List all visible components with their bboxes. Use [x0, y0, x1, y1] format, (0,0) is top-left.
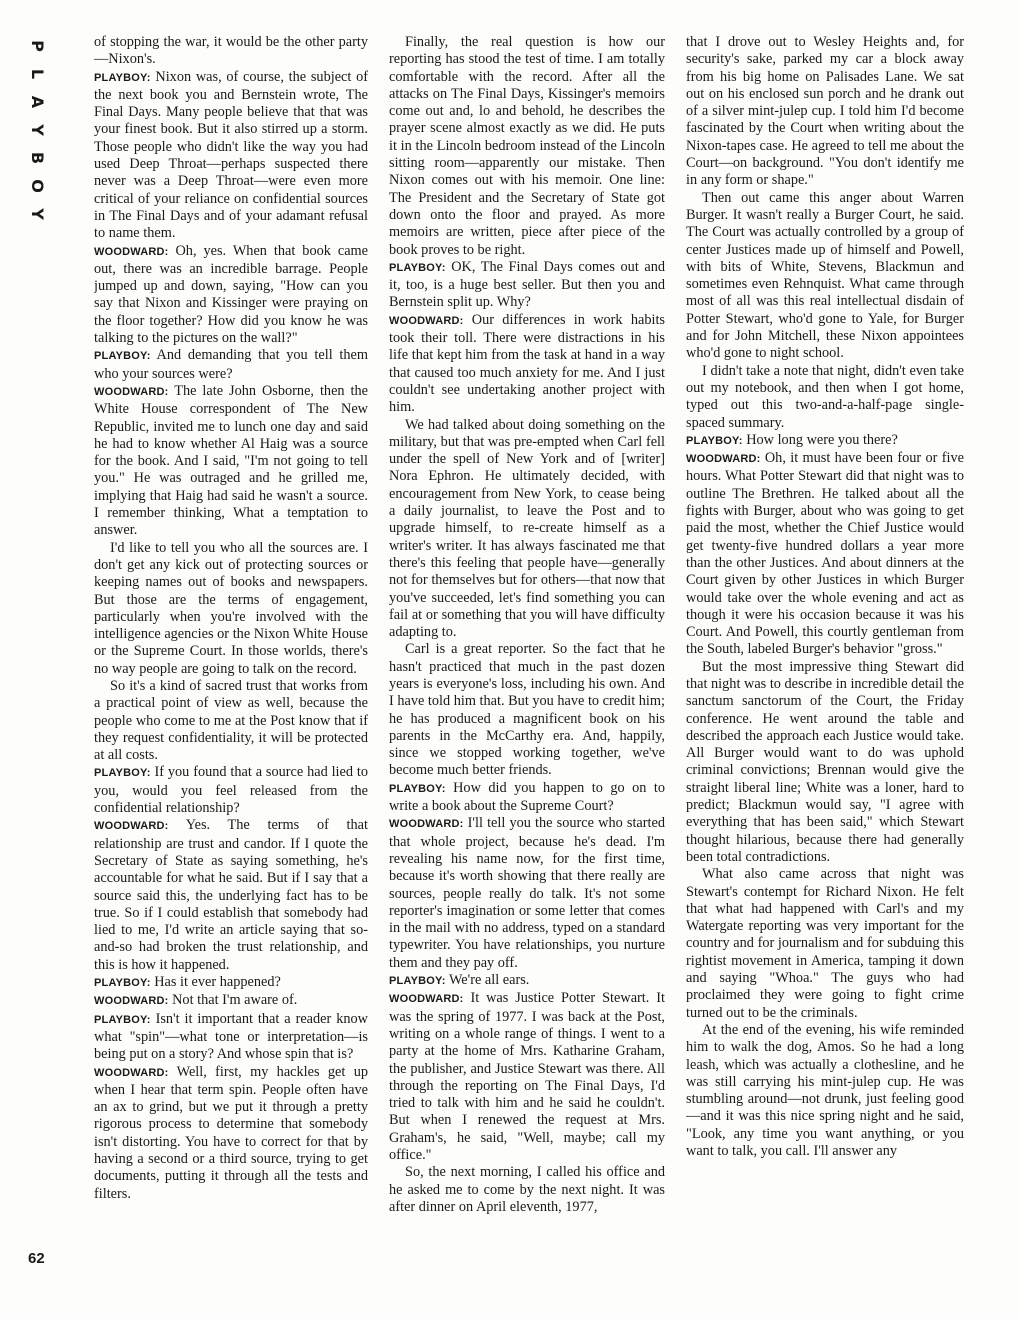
- speaker-label: WOODWARD:: [389, 818, 464, 831]
- paragraph-text: So it's a kind of sacred trust that works from a practical point of view as well, because the people who come to me at the Post know that if they request confidentiality, it will be protected at all costs.: [94, 677, 368, 764]
- interview-paragraph: [389, 259, 665, 312]
- interview-paragraph: [94, 817, 368, 974]
- interview-paragraph: [389, 312, 665, 417]
- speaker-label: PLAYBOY:: [94, 1013, 151, 1026]
- interview-paragraph: [94, 1064, 368, 1203]
- interview-paragraph: [686, 432, 964, 450]
- speaker-label: PLAYBOY:: [94, 71, 151, 84]
- paragraph-text: Then out came this anger about Warren Burger. It wasn't really a Burger Court, he said. The Court was actually controlled by a group of center Justices made up of himself and Powell, with bits of White, Stevens, Blackmun and sometimes even Rehnquist. What came through most of all was this real intellectual disdain of Potter Stewart, who'd gone to Yale, for Burger and for John Mitchell, these Nixon appointees who'd gone to night school.: [686, 189, 964, 362]
- logo-letter: O: [27, 179, 47, 193]
- text-column-1: [94, 34, 368, 1280]
- paragraph-text: How did you happen to go on to write a book about the Supreme Court?: [389, 779, 665, 815]
- paragraph-text: Finally, the real question is how our reporting has stood the test of time. I am totally comfortable with the record. After all the attacks on The Final Days, Kissinger's memoirs come out and, lo and behold, he describes the prayer scene almost exactly as we did. He puts it in the Lincoln bedroom instead of the Lincoln sitting room—apparently our mistake. Then Nixon comes out with his memoir. One line: The President and the Secretary of State got down onto the floor and prayed. As more memoirs are written, piece after piece of the book proves to be right.: [389, 34, 665, 258]
- paragraph-text: We had talked about doing something on the military, but that was pre-empted when Carl fell under the spell of New York and of [writer] Nora Ephron. He ultimately decided, with encouragement from New York, to cease being a daily journalist, to leave the Post and to upgrade himself, to re-create himself as a writer's writer. It has always fascinated me that there's this feeling that people have—generally not for themselves but for others—that now that you've succeeded, let's find something you can fail at or something that you will have difficulty adapting to.: [389, 416, 665, 641]
- paragraph-text: Isn't it important that a reader know what "spin"—what tone or interpretation—is being put on a story? And whose spin that is?: [94, 1010, 368, 1063]
- interview-paragraph: [94, 383, 368, 540]
- interview-paragraph: [686, 659, 964, 867]
- speaker-label: WOODWARD:: [94, 1066, 169, 1079]
- speaker-label: WOODWARD:: [686, 453, 761, 466]
- text-column-2: [389, 34, 665, 1280]
- paragraph-text: I'd like to tell you who all the sources are. I don't get any kick out of protecting sources or keeping names out of books and newspapers. But those are the terms of engagement, particularly when you're involved with the intelligence agencies or the Nixon White House or the Supreme Court. In those worlds, there's no way people are going to talk on the record.: [94, 539, 368, 677]
- speaker-label: WOODWARD:: [389, 314, 464, 327]
- paragraph-text: Oh, yes. When that book came out, there was an incredible barrage. People jumped up and down, saying, "How can you say that Nixon and Kissinger were praying on the floor together? How did you know he was talking to the pictures on the wall?": [94, 242, 368, 347]
- interview-paragraph: [686, 866, 964, 1022]
- interview-paragraph: [686, 450, 964, 659]
- paragraph-text: Has it ever happened?: [154, 974, 281, 991]
- speaker-label: WOODWARD:: [94, 245, 169, 258]
- magazine-logo-vertical: [24, 34, 50, 226]
- paragraph-text: I didn't take a note that night, didn't even take out my notebook, and then when I got home, typed out this two-and-a-half-page single-spaced summary.: [686, 362, 964, 431]
- page-number: 62: [28, 1250, 45, 1267]
- interview-paragraph: [94, 1011, 368, 1064]
- paragraph-text: Nixon was, of course, the subject of the next book you and Bernstein wrote, The Final Days. Many people believe that that was your finest book. But it also stirred up a storm. Those people who didn't like the way you had used Deep Throat—perhaps suspected there never was a Deep Throat—were even more critical of your reliance on confidential sources in The Final Days and of your adamant refusal to name them.: [94, 68, 368, 242]
- interview-paragraph: [389, 34, 665, 259]
- paragraph-text: Yes. The terms of that relationship are trust and candor. If I quote the Secretary of State as saying something, he's accountable for what he said. But if I say that a source said this, the underlying fact has to be true. So if I could establish that somebody had lied to me, I'd write an article saying that so-and-so had broken the trust relationship, and this is how it happened.: [94, 817, 368, 973]
- paragraph-text: It was Justice Potter Stewart. It was the spring of 1977. I was back at the Post, writing on a whole range of things. I went to a party at the home of Mrs. Katharine Graham, the publisher, and Justice Stewart was there. All through the reporting on The Final Days, I'd tried to talk with him and he said he couldn't. But when I renewed the request at Mrs. Graham's, he said, "Well, maybe; call my office.": [389, 990, 665, 1163]
- paragraph-text: Well, first, my hackles get up when I hear that term spin. People often have an ax to grind, but we put it through a pretty rigorous process to determine that somebody isn't distorting. You have to correct for that by having a second or a third source, trying to get documents, putting it through all the tests and filters.: [94, 1063, 368, 1202]
- logo-letter: P: [27, 40, 47, 52]
- interview-paragraph: [94, 764, 368, 817]
- speaker-label: WOODWARD:: [94, 385, 169, 398]
- interview-paragraph: [94, 974, 368, 992]
- text-column-3: [686, 34, 964, 1280]
- speaker-label: WOODWARD:: [94, 820, 169, 833]
- interview-paragraph: [94, 34, 368, 69]
- paragraph-text: And demanding that you tell them who your sources were?: [94, 347, 368, 382]
- interview-paragraph: [94, 992, 368, 1010]
- paragraph-text: Our differences in work habits took their toll. There were distractions in his life that kept him from the task at hand in a way that caused too much anxiety for me. And I just couldn't see undertaking another project with him.: [389, 311, 665, 416]
- paragraph-text: How long were you there?: [746, 431, 898, 448]
- interview-paragraph: [389, 780, 665, 816]
- logo-letter: A: [27, 95, 47, 109]
- paragraph-text: OK, The Final Days comes out and it, too, is a huge best seller. But then you and Bernstein split up. Why?: [389, 258, 665, 311]
- paragraph-text: If you found that a source had lied to you, would you feel released from the confidential relationship?: [94, 764, 368, 817]
- paragraph-text: But the most impressive thing Stewart did that night was to describe in incredible detail the sanctum sanctorum of the Court, the Friday conference. He went around the table and described the approach each Justice would take. All Burger would want to do was uphold criminal convictions; Brennan would give the straight liberal line; White was a loner, hard to predict; Blackmun would say, "I agree with everything that has been said," which Stewart thought hilarious, because there had generally been total contradictions.: [686, 658, 964, 865]
- paragraph-text: At the end of the evening, his wife reminded him to walk the dog, Amos. So he had a long leash, which was actually a clothesline, and he was still carrying his mint-julep cup. He was stumbling around—not drunk, just feeling good—and it was this nice spring night and he said, "Look, any time you want anything, or you want to talk, you call. I'll answer any: [686, 1021, 964, 1159]
- speaker-label: PLAYBOY:: [389, 261, 446, 274]
- speaker-label: PLAYBOY:: [94, 767, 151, 780]
- paragraph-text: The late John Osborne, then the White House correspondent of The New Republic, invited me to lunch one day and said he had to know whether Al Haig was a source for the book. And I said, "I'm not going to tell you." He was outraged and he grilled me, implying that Haig had said he wasn't a source. I remember thinking, What a temptation to answer.: [94, 382, 368, 539]
- interview-paragraph: [94, 243, 368, 348]
- interview-paragraph: [389, 641, 665, 779]
- interview-paragraph: [389, 972, 665, 990]
- interview-paragraph: [94, 678, 368, 764]
- interview-paragraph: [389, 1164, 665, 1216]
- interview-paragraph: [686, 190, 964, 363]
- logo-letter: Y: [28, 124, 47, 136]
- paragraph-text: I'll tell you the source who started that whole project, because he's dead. I'm revealing his name now, for the first time, because it's worth showing that there really are sources, people really do talk. It's not some reporter's imagination or some letter that comes in the mail with no address, typed on a standard typewriter. You have relationships, you nurture them and they pay off.: [389, 815, 665, 971]
- interview-paragraph: [94, 540, 368, 678]
- paragraph-text: Carl is a great reporter. So the fact that he hasn't practiced that much in the past dozen years is everyone's loss, including his own. And I have told him that. But you have to credit him; he has produced a magnificent book on his parents in the McCarthy era. And, happily, since we stopped working together, we've become much better friends.: [389, 641, 665, 779]
- logo-letter: B: [27, 151, 47, 165]
- speaker-label: PLAYBOY:: [389, 975, 446, 988]
- speaker-label: PLAYBOY:: [94, 350, 151, 363]
- logo-letter: L: [27, 68, 47, 80]
- speaker-label: WOODWARD:: [94, 995, 169, 1008]
- speaker-label: WOODWARD:: [389, 993, 464, 1006]
- interview-paragraph: [389, 417, 665, 642]
- speaker-label: PLAYBOY:: [94, 977, 151, 990]
- logo-letter: Y: [28, 208, 47, 220]
- speaker-label: PLAYBOY:: [686, 434, 743, 447]
- paragraph-text: of stopping the war, it would be the other party—Nixon's.: [94, 34, 368, 68]
- interview-paragraph: [686, 1022, 964, 1160]
- speaker-label: PLAYBOY:: [389, 782, 446, 795]
- interview-paragraph: [686, 363, 964, 432]
- paragraph-text: that I drove out to Wesley Heights and, for security's sake, parked my car a block away from his big home on Palisades Lane. We sat out on his enclosed sun porch and he drank out of a silver mint-julep cup. I told him I'd become fascinated by the Court when writing about the Nixon-tapes case. He agreed to tell me about the Court—on background. "You don't identify me in any form or shape.": [686, 34, 964, 189]
- interview-paragraph: [686, 34, 964, 190]
- interview-paragraph: [94, 69, 368, 243]
- interview-paragraph: [94, 347, 368, 383]
- paragraph-text: What also came across that night was Stewart's contempt for Richard Nixon. He felt that what had happened with Carl's and my Watergate reporting was very important for the country and for journalism and for subduing this rightist movement in America, tamping it down and saying "Whoa." The guys who had proclaimed they were going to fight crime turned out to be the criminals.: [686, 866, 964, 1021]
- paragraph-text: So, the next morning, I called his office and he asked me to come by the next night. It was after dinner on April eleventh, 1977,: [389, 1164, 665, 1215]
- interview-paragraph: [389, 815, 665, 972]
- paragraph-text: Not that I'm aware of.: [172, 992, 298, 1009]
- paragraph-text: Oh, it must have been four or five hours. What Potter Stewart did that night was to outline The Brethren. He talked about all the fights with Burger, about who was going to get paid the most, whether the Chief Justice would get twenty-five hundred dollars a year more than the other Justices. And about dinners at the Court given by other Justices in which Burger would take over the whole evening and act as though it were his occasion because it was his Court. And Powell, this courtly gentleman from the South, labeled Burger's behavior "gross.": [686, 450, 964, 658]
- interview-paragraph: [389, 990, 665, 1164]
- paragraph-text: We're all ears.: [448, 972, 530, 989]
